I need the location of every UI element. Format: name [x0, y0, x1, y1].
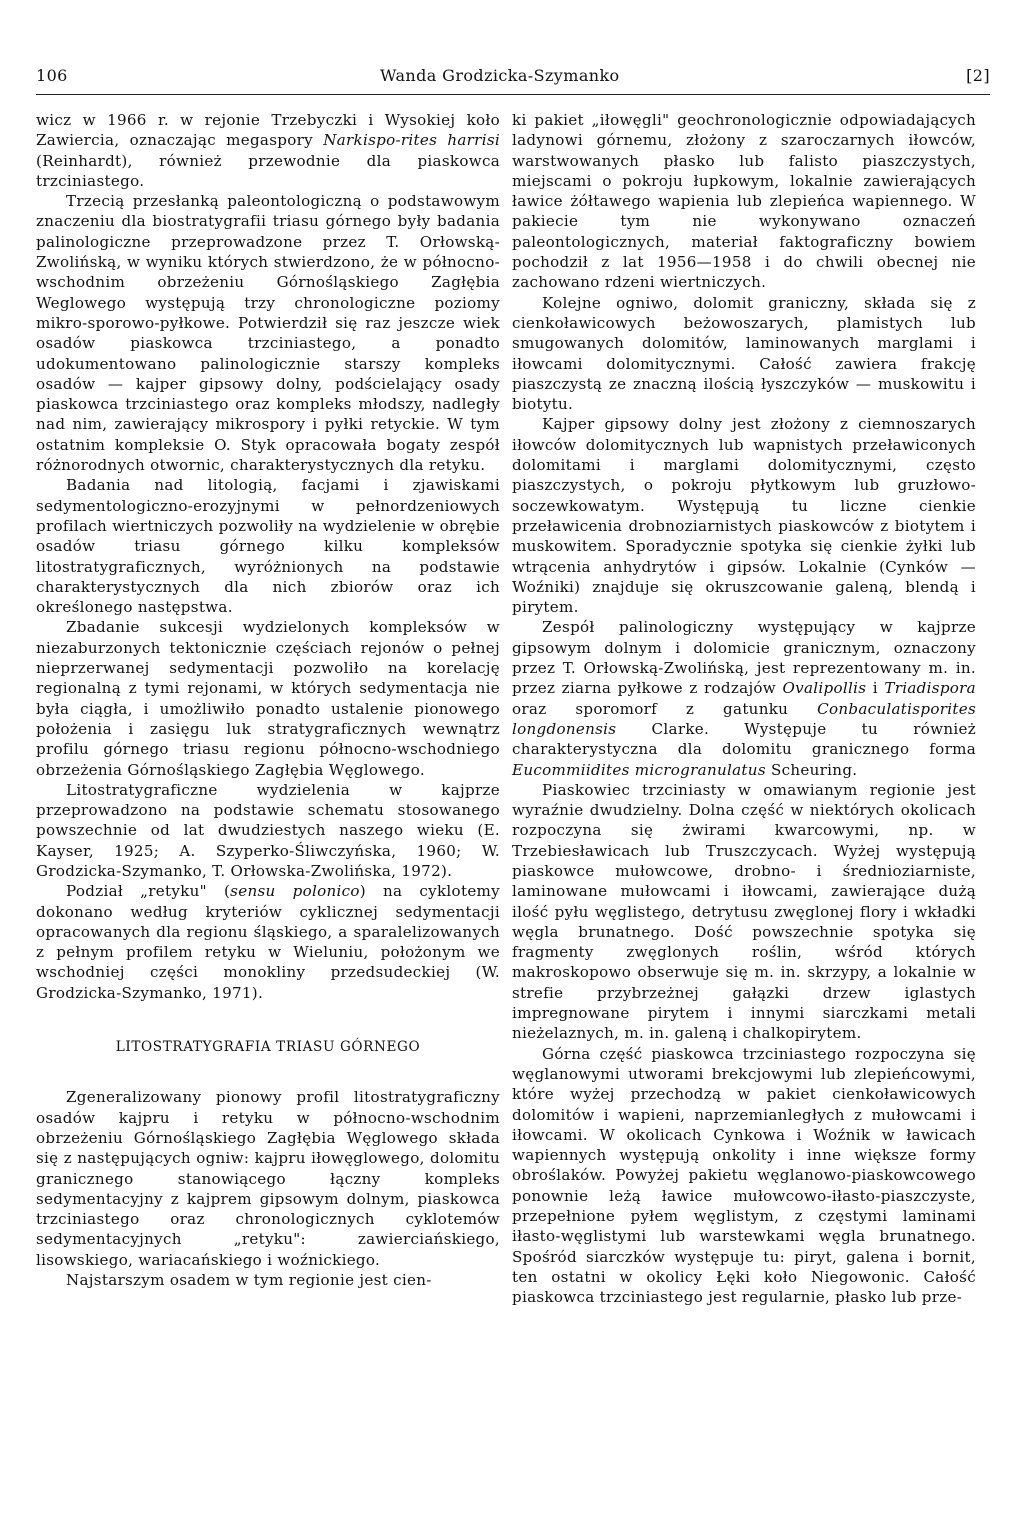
paragraph-3: Badania nad litologią, facjami i zjawiskami sedymentologiczno-erozyjnymi w pełnordzeniowych profilach wiertniczych pozwoliły na wydzielenie w obrębie osadów triasu górnego kilku kompleksów litostratygraficznych, wyróżnionych na podstawie charakterystycznych dla nich zbiorów oraz ich określonego następstwa.	[36, 476, 500, 617]
right-column	[512, 110, 976, 1308]
running-author: Wanda Grodzicka-Szymanko	[380, 66, 620, 85]
page-reference: [2]	[966, 66, 990, 85]
paragraph-1: wicz w 1966 r. w rejonie Trzebyczki i Wysokiej koło Zawiercia, oznaczając megaspory Narkispo-rites harrisi (Reinhardt), również przewodnie dla piaskowca trzciniastego.	[36, 111, 501, 190]
page-number: 106	[36, 66, 68, 85]
paragraph-2: Trzecią przesłanką paleontologiczną o podstawowym znaczeniu dla biostratygrafii triasu górnego były badania palinologiczne przeprowadzone przez T. Orłowską-Zwolińską, w wyniku których stwierdzono, że w północno-wschodnim obrzeżeniu Górnośląskiego Zagłębia Weglowego występują trzy chronologiczne poziomy mikro-sporowo-pyłkowe. Potwierdził się raz jeszcze wiek osadów piaskowca trzciniastego, a ponadto udokumentowano palinologicznie starszy kompleks osadów — kajper gipsowy dolny, podścielający osady piaskowca trzciniastego oraz kompleks młodszy, nadległy nad nim, zawierający mikrospory i pyłki retyckie. W tym ostatnim kompleksie O. Styk opracowała bogaty zespół różnorodnych otwornic, charakterystycznych dla retyku.	[36, 192, 500, 475]
paragraph-1: ki pakiet „iłowęgli" geochronologicznie odpowiadających ladynowi górnemu, złożony z szaroczarnych iłowców, warstwowanych płasko lub falisto piaszczystych, miejscami o pokroju łupkowym, lokalnie zawierających ławice żółtawego wapienia lub zlepieńca wapiennego. W pakiecie tym nie wykonywano oznaczeń paleontologicznych, materiał faktograficzny bowiem pochodził z lat 1956—1958 i do chwili obecnej nie zachowano rdzeni wiertniczych.	[512, 111, 976, 292]
section-heading: LITOSTRATYGRAFIA TRIASU GÓRNEGO	[115, 1039, 421, 1056]
paragraph-8: Najstarszym osadem w tym regionie jest cien-	[66, 1271, 432, 1290]
paragraph-6: Podział „retyku" (sensu polonico) na cyklotemy dokonano według kryteriów cyklicznej sedymentacji opracowanych dla regionu śląskiego, a sparalelizowanych z pełnym profilem retyku w Wieluniu, położonym we wschodniej części monokliny przedsudeckiej (W. Grodzicka-Szymanko, 1971).	[36, 882, 500, 1002]
paragraph-4: Zespół palinologiczny występujący w kajprze gipsowym dolnym i dolomicie granicznym, oznaczony przez T. Orłowską-Zwolińską, jest reprezentowany m. in. przez ziarna pyłkowe z rodzajów Ovalipollis i Triadispora oraz sporomorf z gatunku Conbaculatisporites longdonensis Clarke. Występuje tu również charakterystyczna dla dolomitu granicznego forma Eucommiidites microgranulatus Scheuring.	[512, 618, 976, 779]
running-header	[36, 66, 990, 95]
paragraph-4: Zbadanie sukcesji wydzielonych kompleksów w niezaburzonych tektonicznie częściach rejonów o pełnej nieprzerwanej sedymentacji pozwoliło na korelację regionalną z tymi rejonami, w których sedymentacja nie była ciągła, i umożliwiło ponadto ustalenie pionowego położenia i zasięgu luk stratygraficznych wewnątrz profilu górnego triasu regionu północno-wschodniego obrzeżenia Górnośląskiego Zagłębia Węglowego.	[36, 618, 500, 779]
paragraph-7: Zgeneralizowany pionowy profil litostratygraficzny osadów kajpru i retyku w północno-wschodnim obrzeżeniu Górnośląskiego Zagłębia Węglowego składa się z następujących ogniw: kajpru iłowęglowego, dolomitu granicznego stanowiącego łączny kompleks sedymentacyjny z kajprem gipsowym dolnym, piaskowca trzciniastego oraz chronologicznych cyklotemów sedymentacyjnych „retyku": zawierciańskiego, lisowskiego, wariacańskiego i woźnickiego.	[36, 1088, 500, 1269]
paragraph-5: Piaskowiec trzciniasty w omawianym regionie jest wyraźnie dwudzielny. Dolna część w niektórych okolicach rozpoczyna się żwirami kwarcowymi, np. w Trzebiesławicach lub Truszczycach. Wyżej występują piaskowce mułowcowe, drobno- i średnioziarniste, laminowane mułowcami i iłowcami, zawierające dużą ilość pyłu węglistego, detrytusu zwęglonej flory i wkładki węgla brunatnego. Dość powszechnie spotyka się fragmenty zwęglonych roślin, wśród których makroskopowo obserwuje się m. in. skrzypy, a lokalnie w strefie przybrzeżnej gałązki drzew iglastych impregnowane pirytem i innymi siarczkami metali nieżelaznych, m. in. galeną i chalkopirytem.	[512, 780, 976, 1043]
paragraph-5: Litostratygraficzne wydzielenia w kajprze przeprowadzono na podstawie schematu stosowanego powszechnie od lat dwudziestych naszego wieku (E. Kayser, 1925; A. Szyperko-Śliwczyńska, 1960; W. Grodzicka-Szymanko, T. Orłowska-Zwolińska, 1972).	[36, 780, 500, 880]
paragraph-6: Górna część piaskowca trzciniastego rozpoczyna się węglanowymi utworami brekcjowymi lub zlepieńcowymi, które wyżej przechodzą w pakiet cienkoławicowych dolomitów i wapieni, naprzemianległych z mułowcami i iłowcami. W okolicach Cynkowa i Woźnik w ławicach wapiennych występują onkolity i inne większe formy obroślaków. Powyżej pakietu węglanowo-piaskowcowego ponownie leżą ławice mułowcowo-iłasto-piaszczyste, przepełnione pyłem węglistym, z częstymi laminami iłasto-węglistymi lub warstewkami węgla brunatnego. Spośród siarczków występuje tu: piryt, galena i bornit, ten ostatni w okolicy Łęki koło Niegowonic. Całość piaskowca trzciniastego jest regularnie, płasko lub prze-	[512, 1044, 976, 1307]
paragraph-3: Kajper gipsowy dolny jest złożony z ciemnoszarych iłowców dolomitycznych lub wapnistych przeławiconych dolomitami i marglami dolomitycznymi, często piaszczystych, o pokroju płytkowym lub gruzłowo-soczewkowatym. Występują tu liczne cienkie przeławicenia drobnoziarnistych piaskowców z biotytem i muskowitem. Sporadycznie spotyka się cienkie żyłki lub wtrącenia anhydrytów i gipsów. Lokalnie (Cynków — Woźniki) znajduje się okruszcowanie galeną, blendą i pirytem.	[512, 415, 976, 617]
left-column	[36, 110, 500, 1290]
paragraph-2: Kolejne ogniwo, dolomit graniczny, składa się z cienkoławicowych beżowoszarych, plamistych lub smugowanych dolomitów, laminowanych marglami i iłowcami dolomitycznymi. Całość zawiera frakcję piaszczystą ze znaczną ilością łyszczyków — muskowitu i biotytu.	[512, 293, 976, 414]
